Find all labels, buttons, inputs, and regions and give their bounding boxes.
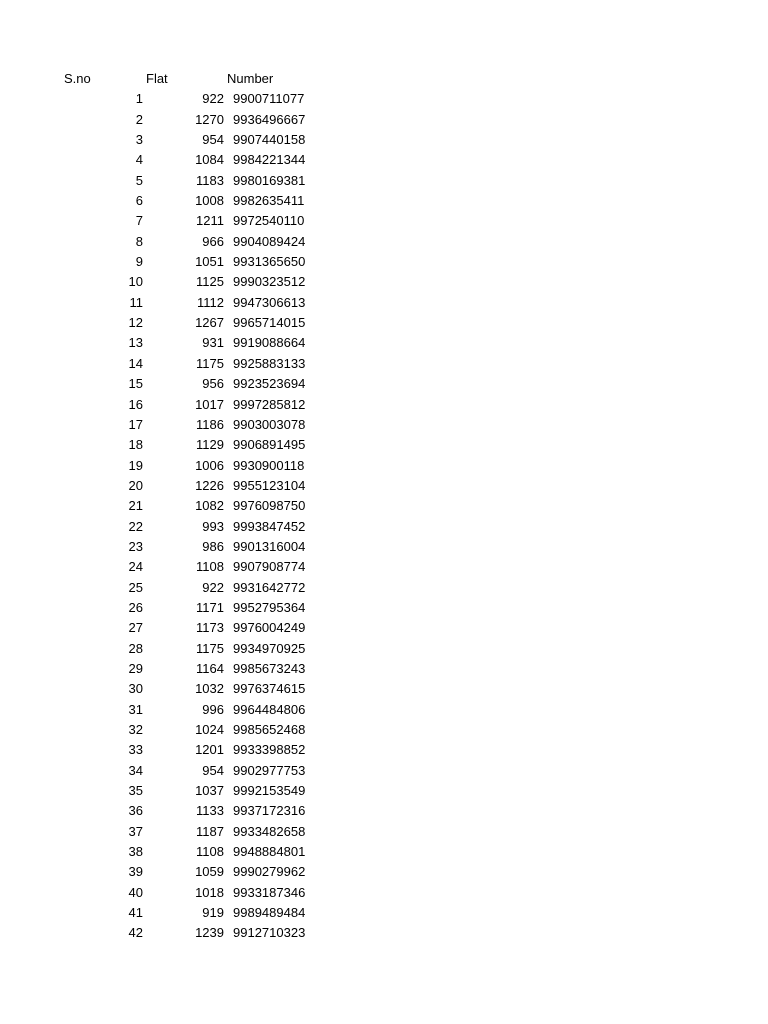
number-cell: 9993847452	[233, 518, 306, 534]
table-row	[0, 435, 768, 455]
number-cell: 9976374615	[233, 681, 306, 697]
flat-cell: 922	[202, 579, 224, 595]
table-row	[0, 903, 768, 923]
flat-cell: 1051	[195, 254, 224, 270]
flat-cell: 954	[202, 132, 224, 148]
number-cell: 9930900118	[233, 457, 305, 473]
flat-cell: 966	[202, 233, 224, 249]
number-cell: 9933482658	[233, 823, 306, 839]
number-cell: 9936496667	[233, 111, 306, 127]
table-row	[0, 110, 768, 130]
number-cell: 9907908774	[233, 559, 306, 575]
number-cell: 9902977753	[233, 762, 306, 778]
table-row	[0, 354, 768, 374]
table-row	[0, 679, 768, 699]
flat-cell: 1175	[196, 355, 224, 371]
flat-cell: 1082	[195, 498, 224, 514]
flat-cell: 1017	[195, 396, 224, 412]
table-row	[0, 720, 768, 740]
sno-cell: 30	[128, 681, 143, 697]
flat-cell: 954	[202, 762, 224, 778]
sno-cell: 32	[128, 722, 143, 737]
number-cell: 9948884801	[233, 844, 306, 860]
sno-cell: 26	[128, 599, 143, 615]
flat-cell: 1183	[196, 172, 224, 188]
sno-cell: 39	[128, 864, 143, 880]
flat-cell: 986	[202, 538, 224, 554]
number-cell: 9990323512	[233, 274, 306, 290]
number-cell: 9912710323	[233, 925, 306, 941]
table-row	[0, 374, 768, 394]
table-row	[0, 842, 768, 862]
sno-cell: 11	[129, 294, 143, 310]
table-row	[0, 232, 768, 252]
number-cell: 9937172316	[233, 803, 306, 819]
sno-cell: 16	[128, 396, 143, 412]
sno-cell: 25	[128, 579, 143, 595]
sno-cell: 24	[128, 559, 143, 575]
sno-cell: 8	[135, 233, 143, 249]
number-cell: 9980169381	[233, 172, 306, 188]
flat-cell: 1108	[196, 844, 224, 860]
sno-cell: 28	[128, 640, 143, 656]
number-cell: 9901316004	[233, 538, 306, 554]
sno-cell: 19	[128, 457, 143, 473]
flat-cell: 922	[202, 91, 224, 107]
flat-cell: 1171	[196, 599, 224, 615]
flat-cell: 993	[202, 518, 224, 534]
flat-cell: 1024	[195, 722, 224, 737]
table-row	[0, 781, 768, 801]
sno-cell: 6	[135, 193, 143, 209]
table-row	[0, 598, 768, 618]
table-row	[0, 313, 768, 333]
sno-cell: 15	[128, 376, 143, 392]
flat-cell: 1226	[195, 477, 224, 493]
header-row	[0, 69, 768, 89]
number-cell: 9997285812	[233, 396, 306, 412]
spreadsheet-table	[0, 69, 768, 944]
sno-cell: 12	[128, 315, 143, 331]
sno-cell: 23	[128, 538, 143, 554]
table-row	[0, 618, 768, 638]
flat-cell: 1125	[196, 274, 224, 290]
flat-cell: 931	[202, 335, 224, 351]
number-cell: 9906891495	[233, 437, 306, 453]
flat-cell: 1267	[195, 315, 224, 331]
sno-cell: 34	[128, 762, 143, 778]
number-cell: 9972540110	[233, 213, 305, 229]
sno-cell: 13	[128, 335, 143, 351]
sno-cell: 3	[135, 132, 143, 148]
table-row	[0, 862, 768, 882]
number-cell: 9965714015	[233, 315, 306, 331]
table-row	[0, 537, 768, 557]
number-cell: 9985652468	[233, 722, 306, 737]
table-row	[0, 639, 768, 659]
flat-cell: 1175	[196, 640, 224, 656]
sno-cell: 41	[128, 905, 143, 921]
number-cell: 9907440158	[233, 132, 306, 148]
sno-cell: 7	[135, 213, 143, 229]
sno-cell: 14	[128, 355, 143, 371]
number-cell: 9955123104	[233, 477, 306, 493]
sno-cell: 9	[135, 254, 143, 270]
number-cell: 9985673243	[233, 660, 306, 676]
table-row	[0, 130, 768, 150]
flat-cell: 1084	[195, 152, 224, 168]
flat-cell: 1006	[195, 457, 224, 473]
flat-cell: 1186	[196, 416, 224, 432]
sno-cell: 18	[128, 437, 143, 453]
table-row	[0, 923, 768, 943]
sno-cell: 2	[135, 111, 143, 127]
table-row	[0, 293, 768, 313]
number-cell: 9931642772	[233, 579, 306, 595]
sno-cell: 27	[128, 620, 143, 636]
flat-cell: 1037	[195, 783, 224, 799]
number-cell: 9923523694	[233, 376, 306, 392]
sno-cell: 22	[128, 518, 143, 534]
number-cell: 9964484806	[233, 701, 306, 717]
table-row	[0, 578, 768, 598]
header-flat: Flat	[146, 71, 168, 86]
flat-cell: 1032	[195, 681, 224, 697]
table-row	[0, 456, 768, 476]
table-row	[0, 496, 768, 516]
header-sno: S.no	[64, 71, 91, 86]
flat-cell: 956	[202, 376, 224, 392]
table-body	[0, 89, 768, 943]
number-cell: 9931365650	[233, 254, 306, 270]
sno-cell: 38	[128, 844, 143, 860]
table-row	[0, 822, 768, 842]
sno-cell: 4	[135, 152, 143, 168]
table-row	[0, 191, 768, 211]
number-cell: 9903003078	[233, 416, 306, 432]
flat-cell: 1018	[195, 884, 224, 900]
flat-cell: 1173	[196, 620, 224, 636]
sno-cell: 33	[128, 742, 143, 758]
flat-cell: 1133	[196, 803, 224, 819]
sno-cell: 17	[128, 416, 143, 432]
flat-cell: 996	[202, 701, 224, 717]
number-cell: 9990279962	[233, 864, 306, 880]
table-row	[0, 801, 768, 821]
sno-cell: 21	[128, 498, 143, 514]
number-cell: 9989489484	[233, 905, 306, 921]
flat-cell: 1059	[195, 864, 224, 880]
number-cell: 9933187346	[233, 884, 306, 900]
table-row	[0, 700, 768, 720]
table-row	[0, 150, 768, 170]
table-row	[0, 395, 768, 415]
sno-cell: 36	[128, 803, 143, 819]
table-row	[0, 333, 768, 353]
flat-cell: 1201	[195, 742, 224, 758]
table-row	[0, 761, 768, 781]
table-row	[0, 415, 768, 435]
number-cell: 9934970925	[233, 640, 306, 656]
flat-cell: 919	[202, 905, 224, 921]
table-row	[0, 211, 768, 231]
flat-cell: 1239	[195, 925, 224, 941]
flat-cell: 1008	[195, 193, 224, 209]
number-cell: 9919088664	[233, 335, 306, 351]
number-cell: 9947306613	[233, 294, 306, 310]
flat-cell: 1211	[196, 213, 224, 229]
sno-cell: 29	[128, 660, 143, 676]
sno-cell: 37	[128, 823, 143, 839]
number-cell: 9982635411	[233, 193, 305, 209]
number-cell: 9992153549	[233, 783, 306, 799]
number-cell: 9933398852	[233, 742, 306, 758]
flat-cell: 1112	[197, 294, 224, 310]
sno-cell: 35	[128, 783, 143, 799]
table-row	[0, 476, 768, 496]
table-row	[0, 252, 768, 272]
flat-cell: 1129	[196, 437, 224, 453]
flat-cell: 1270	[195, 111, 224, 127]
header-number: Number	[227, 71, 274, 86]
sno-cell: 1	[135, 91, 143, 107]
sno-cell: 31	[128, 701, 143, 717]
flat-cell: 1164	[196, 660, 224, 676]
number-cell: 9925883133	[233, 355, 306, 371]
table-row	[0, 517, 768, 537]
table-row	[0, 883, 768, 903]
number-cell: 9984221344	[233, 152, 306, 168]
flat-cell: 1187	[196, 823, 224, 839]
number-cell: 9976098750	[233, 498, 306, 514]
flat-cell: 1108	[196, 559, 224, 575]
table-row	[0, 557, 768, 577]
table-row	[0, 740, 768, 760]
sno-cell: 10	[128, 274, 143, 290]
table-row	[0, 171, 768, 191]
table-row	[0, 272, 768, 292]
number-cell: 9976004249	[233, 620, 306, 636]
number-cell: 9900711077	[233, 91, 305, 107]
sno-cell: 5	[135, 172, 143, 188]
table-row	[0, 659, 768, 679]
number-cell: 9904089424	[233, 233, 306, 249]
sno-cell: 42	[128, 925, 143, 941]
sno-cell: 40	[128, 884, 143, 900]
number-cell: 9952795364	[233, 599, 306, 615]
sno-cell: 20	[128, 477, 143, 493]
table-row	[0, 89, 768, 109]
